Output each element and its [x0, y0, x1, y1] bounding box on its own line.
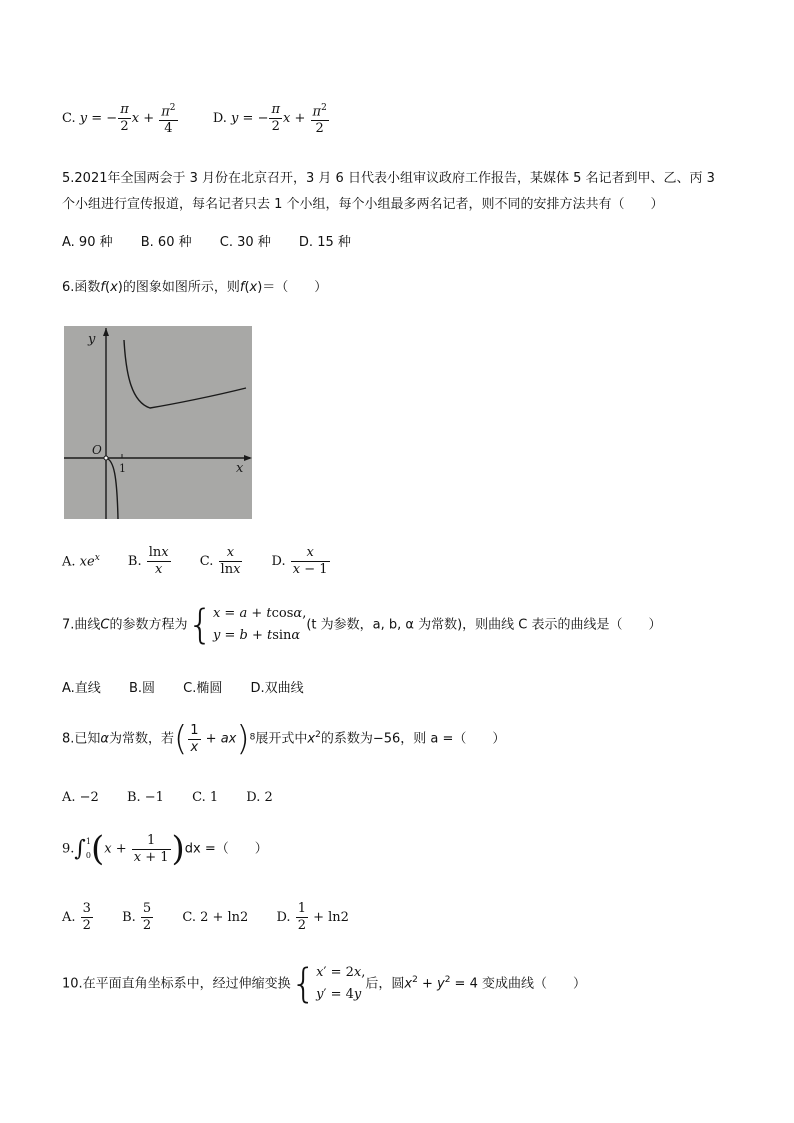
- q9-options: [62, 901, 373, 934]
- q7-option-c: C.椭圆: [183, 681, 223, 696]
- q5-option-a: A. 90 种: [62, 235, 113, 250]
- graph-x-label: x: [236, 461, 244, 476]
- q8-stem: 8.已知α为常数，若( $\frac{1}{x}$ + ax)$^8$展开式中$x^2$的系数为−56，则 a =（ ）: [62, 719, 506, 759]
- q8-option-d: D. 2: [246, 790, 273, 805]
- q6-option-d: D. $\frac{x}{x - 1}$: [271, 545, 328, 577]
- q7-stem: 7.曲线C的参数方程为{ x = a + tcosα, y = b + tsinα (t 为参数，a, b, α 为常数)，则曲线 C 表示的曲线是（ ）: [62, 602, 662, 648]
- q5-option-b: B. 60 种: [140, 235, 192, 250]
- q6-option-a: A. $xe^x$: [62, 552, 100, 569]
- q8-option-b: B. −1: [126, 790, 164, 805]
- q5-options: [62, 231, 375, 250]
- q9-option-d: D. $\frac{1}{2}$ + ln2: [276, 901, 349, 933]
- q6-graph-photo: [64, 326, 252, 519]
- q6-option-c: C. $\frac{x}{\ln x}$: [199, 545, 241, 577]
- q9-option-a: A. $\frac{3}{2}$: [62, 901, 91, 933]
- q7-option-b: B.圆: [128, 681, 156, 696]
- graph-y-label: y: [88, 332, 96, 347]
- q6-graph: [64, 326, 252, 519]
- q7-option-a: A.直线: [62, 681, 101, 696]
- q4-option-d: D. y = − $\frac{\pi}{2}$ x + $\frac{\pi^2}{2}$: [213, 111, 330, 126]
- graph-origin-label: O: [92, 443, 102, 457]
- q8-option-a: A. −2: [62, 790, 99, 805]
- q9-option-b: B. $\frac{5}{2}$: [122, 901, 152, 933]
- q7-options: [62, 677, 328, 696]
- q6-stem: 6.函数f(x)的图象如图所示，则f(x)＝（ ）: [62, 280, 328, 295]
- q6-option-b: B. $\frac{\ln x}{x}$: [127, 545, 169, 577]
- graph-tick-one: 1: [119, 462, 126, 475]
- q5-option-c: C. 30 种: [219, 235, 271, 250]
- q9-option-c: C. 2 + ln2: [182, 910, 249, 925]
- q5-option-d: D. 15 种: [298, 235, 351, 250]
- q4-options: [62, 100, 330, 137]
- q7-option-d: D.双曲线: [250, 681, 304, 696]
- q8-options: [62, 790, 297, 805]
- q4-option-c: C. y = − $\frac{\pi}{2}$ x + $\frac{\pi^2}{4}$: [62, 111, 183, 126]
- q10-stem: 10.在平面直角坐标系中，经过伸缩变换{ x′ = 2x, y′ = 4y 后，圆$x^2 + y^2 = 4$ 变成曲线（ ）: [62, 961, 586, 1007]
- q9-stem: 9.∫ 1 0 (x + $\frac{1}{x + 1}$ )dx =（ ）: [62, 829, 268, 869]
- q5-stem-line2: 个小组进行宣传报道，每名记者只去 1 个小组，每个小组最多两名记者，则不同的安排方法共有（ ）: [62, 197, 664, 212]
- q6-options: [62, 545, 355, 578]
- q8-option-c: C. 1: [192, 790, 219, 805]
- q5-stem-line1: 5.2021年全国两会于 3 月份在北京召开，3 月 6 日代表小组审议政府工作报告，某媒体 5 名记者到甲、乙、丙 3: [62, 171, 715, 186]
